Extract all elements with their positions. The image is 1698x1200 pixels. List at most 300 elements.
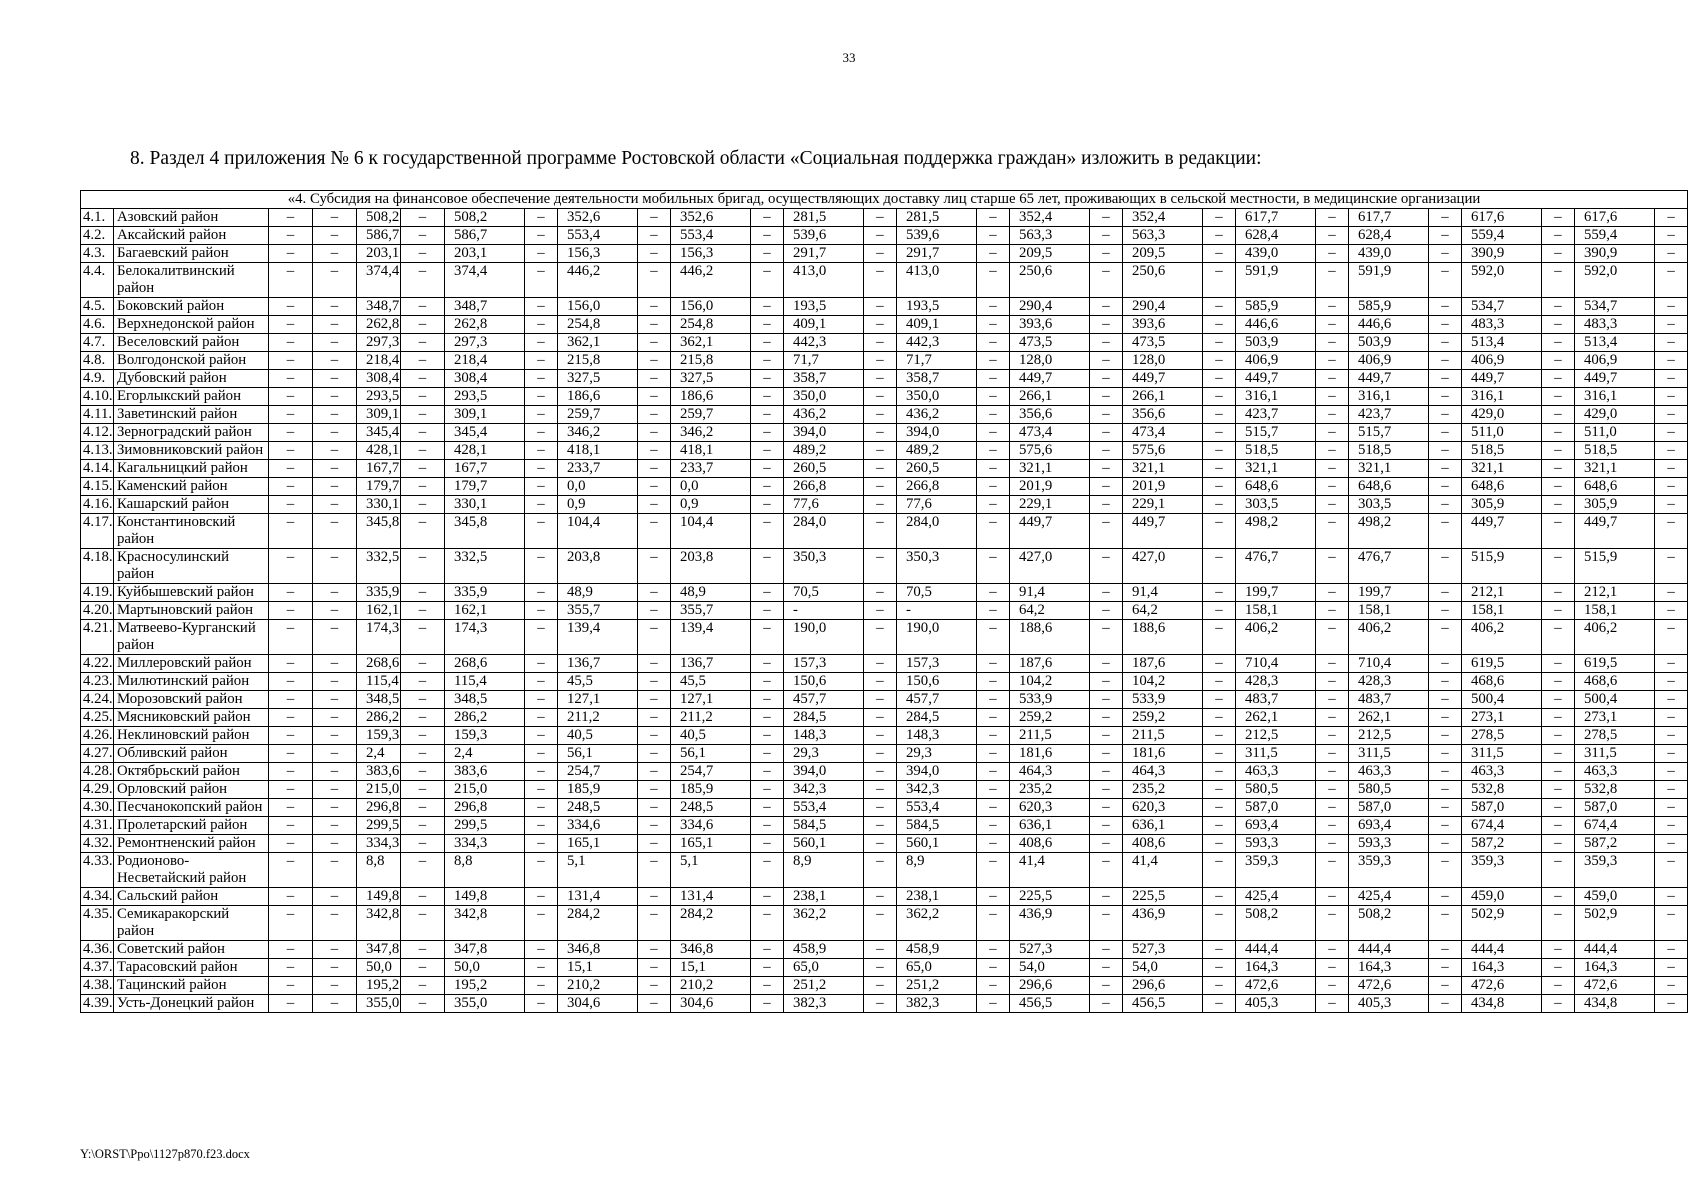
dash-cell: – [751,549,784,584]
table-caption: «4. Субсидия на финансовое обеспечение деятельности мобильных бригад, осуществляющих доставку лиц старше 65 лет, проживающих в сельской местности, в медицинские организации [81,191,1688,209]
value-cell: 358,7 [784,370,864,388]
dash-cell: – [638,245,671,263]
value-cell: 352,4 [1123,209,1203,227]
value-cell: 187,6 [1010,655,1090,673]
dash-cell: – [313,941,357,959]
district-name: Орловский район [114,781,269,799]
value-cell: 428,1 [357,442,401,460]
value-cell: 278,5 [1575,727,1655,745]
value-cell: 29,3 [897,745,977,763]
dash-cell: – [638,388,671,406]
value-cell: 284,2 [558,906,638,941]
dash-cell: – [313,263,357,298]
dash-cell: – [525,460,558,478]
dash-cell: – [1655,620,1688,655]
value-cell: 498,2 [1236,514,1316,549]
value-cell: 233,7 [671,460,751,478]
dash-cell: – [1090,496,1123,514]
value-cell: 592,0 [1462,263,1542,298]
dash-cell: – [1655,245,1688,263]
dash-cell: – [1316,977,1349,995]
value-cell: 413,0 [784,263,864,298]
value-cell: 394,0 [784,424,864,442]
value-cell: 502,9 [1462,906,1542,941]
dash-cell: – [977,817,1010,835]
dash-cell: – [751,888,784,906]
dash-cell: – [1203,673,1236,691]
value-cell: 195,2 [445,977,525,995]
dash-cell: – [864,799,897,817]
value-cell: 311,5 [1349,745,1429,763]
value-cell: 181,6 [1123,745,1203,763]
table-row [81,941,1688,959]
value-cell: 281,5 [784,209,864,227]
value-cell: 518,5 [1349,442,1429,460]
value-cell: 383,6 [445,763,525,781]
value-cell: 511,0 [1462,424,1542,442]
value-cell: 268,6 [445,655,525,673]
value-cell: 149,8 [445,888,525,906]
value-cell: 442,3 [897,334,977,352]
dash-cell: – [638,959,671,977]
value-cell: 444,4 [1462,941,1542,959]
dash-cell: – [638,442,671,460]
value-cell: 472,6 [1462,977,1542,995]
dash-cell: – [977,370,1010,388]
dash-cell: – [1542,334,1575,352]
value-cell: 619,5 [1575,655,1655,673]
dash-cell: – [1090,245,1123,263]
dash-cell: – [1429,245,1462,263]
table-row [81,745,1688,763]
dash-cell: – [525,388,558,406]
value-cell: 355,0 [357,995,401,1013]
dash-cell: – [269,370,313,388]
value-cell: 291,7 [897,245,977,263]
row-code: 4.7. [81,334,114,352]
value-cell: 473,5 [1123,334,1203,352]
dash-cell: – [638,352,671,370]
dash-cell: – [1203,388,1236,406]
value-cell: 619,5 [1462,655,1542,673]
value-cell: 29,3 [784,745,864,763]
value-cell: 45,5 [671,673,751,691]
dash-cell: – [1655,496,1688,514]
value-cell: 518,5 [1462,442,1542,460]
value-cell: 383,6 [357,763,401,781]
value-cell: 71,7 [897,352,977,370]
value-cell: 444,4 [1236,941,1316,959]
dash-cell: – [1090,995,1123,1013]
value-cell: 211,5 [1010,727,1090,745]
value-cell: 508,2 [445,209,525,227]
dash-cell: – [1429,263,1462,298]
dash-cell: – [977,691,1010,709]
dash-cell: – [1429,388,1462,406]
value-cell: 8,8 [357,853,401,888]
dash-cell: – [864,263,897,298]
value-cell: 468,6 [1575,673,1655,691]
value-cell: 162,1 [357,602,401,620]
dash-cell: – [269,298,313,316]
dash-cell: – [977,781,1010,799]
value-cell: 156,3 [671,245,751,263]
table-row [81,799,1688,817]
dash-cell: – [525,584,558,602]
dash-cell: – [1429,460,1462,478]
dash-cell: – [1203,584,1236,602]
value-cell: 587,0 [1236,799,1316,817]
value-cell: 346,8 [671,941,751,959]
dash-cell: – [1090,709,1123,727]
dash-cell: – [1090,977,1123,995]
dash-cell: – [525,853,558,888]
dash-cell: – [638,460,671,478]
dash-cell: – [1429,602,1462,620]
value-cell: 648,6 [1575,478,1655,496]
value-cell: 91,4 [1010,584,1090,602]
value-cell: 262,1 [1349,709,1429,727]
dash-cell: – [1655,388,1688,406]
dash-cell: – [977,352,1010,370]
dash-cell: – [269,673,313,691]
dash-cell: – [269,478,313,496]
value-cell: 518,5 [1236,442,1316,460]
value-cell: 533,9 [1123,691,1203,709]
dash-cell: – [1203,727,1236,745]
dash-cell: – [977,727,1010,745]
value-cell: 473,5 [1010,334,1090,352]
dash-cell: – [1090,959,1123,977]
value-cell: 259,2 [1010,709,1090,727]
dash-cell: – [1542,227,1575,245]
value-cell: 321,1 [1010,460,1090,478]
dash-cell: – [313,853,357,888]
row-code: 4.33. [81,853,114,888]
dash-cell: – [1542,388,1575,406]
value-cell: 617,7 [1236,209,1316,227]
dash-cell: – [525,799,558,817]
value-cell: 139,4 [558,620,638,655]
dash-cell: – [269,442,313,460]
dash-cell: – [977,853,1010,888]
dash-cell: – [313,549,357,584]
dash-cell: – [1316,817,1349,835]
value-cell: 193,5 [784,298,864,316]
dash-cell: – [864,906,897,941]
value-cell: 334,3 [445,835,525,853]
value-cell: 296,6 [1010,977,1090,995]
value-cell: 352,4 [1010,209,1090,227]
dash-cell: – [1429,406,1462,424]
dash-cell: – [525,602,558,620]
dash-cell: – [864,691,897,709]
dash-cell: – [1316,263,1349,298]
dash-cell: – [269,817,313,835]
row-code: 4.17. [81,514,114,549]
value-cell: 50,0 [445,959,525,977]
dash-cell: – [401,906,445,941]
dash-cell: – [313,298,357,316]
dash-cell: – [977,424,1010,442]
value-cell: 527,3 [1010,941,1090,959]
row-code: 4.8. [81,352,114,370]
value-cell: 584,5 [897,817,977,835]
dash-cell: – [638,709,671,727]
value-cell: 418,1 [558,442,638,460]
value-cell: 296,8 [445,799,525,817]
dash-cell: – [638,370,671,388]
dash-cell: – [751,424,784,442]
dash-cell: – [401,298,445,316]
value-cell: 65,0 [897,959,977,977]
value-cell: 446,6 [1236,316,1316,334]
value-cell: 513,4 [1462,334,1542,352]
dash-cell: – [1090,941,1123,959]
dash-cell: – [1316,835,1349,853]
dash-cell: – [313,763,357,781]
value-cell: 195,2 [357,977,401,995]
district-name: Мясниковский район [114,709,269,727]
value-cell: 362,2 [897,906,977,941]
dash-cell: – [1655,227,1688,245]
value-cell: 304,6 [558,995,638,1013]
dash-cell: – [864,727,897,745]
dash-cell: – [1203,370,1236,388]
value-cell: 449,7 [1123,370,1203,388]
value-cell: 406,2 [1575,620,1655,655]
value-cell: 190,0 [897,620,977,655]
table-row [81,460,1688,478]
dash-cell: – [1090,406,1123,424]
dash-cell: – [638,209,671,227]
row-code: 4.23. [81,673,114,691]
document-heading: 8. Раздел 4 приложения № 6 к государственной программе Ростовской области «Социальная поддержка граждан» изложить в редакции: [130,148,1262,169]
dash-cell: – [1655,655,1688,673]
value-cell: 284,0 [784,514,864,549]
dash-cell: – [751,514,784,549]
dash-cell: – [864,977,897,995]
value-cell: 139,4 [671,620,751,655]
dash-cell: – [1655,370,1688,388]
value-cell: 534,7 [1462,298,1542,316]
dash-cell: – [269,941,313,959]
dash-cell: – [525,478,558,496]
dash-cell: – [864,709,897,727]
dash-cell: – [401,620,445,655]
value-cell: 584,5 [784,817,864,835]
value-cell: 559,4 [1575,227,1655,245]
value-cell: 185,9 [671,781,751,799]
dash-cell: – [638,334,671,352]
dash-cell: – [1316,655,1349,673]
dash-cell: – [751,835,784,853]
value-cell: 211,2 [671,709,751,727]
value-cell: 472,6 [1575,977,1655,995]
dash-cell: – [1203,620,1236,655]
dash-cell: – [1655,977,1688,995]
dash-cell: – [977,835,1010,853]
value-cell: 427,0 [1123,549,1203,584]
value-cell: 362,1 [558,334,638,352]
value-cell: 8,9 [897,853,977,888]
dash-cell: – [401,959,445,977]
value-cell: 8,8 [445,853,525,888]
dash-cell: – [1655,460,1688,478]
value-cell: 50,0 [357,959,401,977]
value-cell: 305,9 [1462,496,1542,514]
value-cell: 157,3 [784,655,864,673]
dash-cell: – [269,549,313,584]
value-cell: 459,0 [1575,888,1655,906]
dash-cell: – [751,316,784,334]
value-cell: 297,3 [445,334,525,352]
value-cell: 266,8 [897,478,977,496]
value-cell: 449,7 [1010,370,1090,388]
value-cell: 157,3 [897,655,977,673]
dash-cell: – [977,709,1010,727]
dash-cell: – [313,584,357,602]
value-cell: 268,6 [357,655,401,673]
dash-cell: – [1090,424,1123,442]
dash-cell: – [1429,673,1462,691]
value-cell: 374,4 [445,263,525,298]
district-name: Дубовский район [114,370,269,388]
value-cell: 179,7 [445,478,525,496]
dash-cell: – [1542,406,1575,424]
value-cell: 215,8 [558,352,638,370]
value-cell: 425,4 [1236,888,1316,906]
value-cell: 580,5 [1236,781,1316,799]
dash-cell: – [525,263,558,298]
dash-cell: – [638,227,671,245]
value-cell: 316,1 [1236,388,1316,406]
value-cell: 648,6 [1462,478,1542,496]
value-cell: 458,9 [897,941,977,959]
value-cell: 449,7 [1462,514,1542,549]
dash-cell: – [1203,460,1236,478]
dash-cell: – [1429,691,1462,709]
value-cell: 266,1 [1010,388,1090,406]
dash-cell: – [401,763,445,781]
value-cell: 518,5 [1575,442,1655,460]
dash-cell: – [1203,209,1236,227]
dash-cell: – [1090,745,1123,763]
value-cell: 167,7 [445,460,525,478]
dash-cell: – [751,817,784,835]
value-cell: 393,6 [1010,316,1090,334]
value-cell: 190,0 [784,620,864,655]
dash-cell: – [269,388,313,406]
value-cell: 215,0 [445,781,525,799]
dash-cell: – [1090,209,1123,227]
value-cell: 358,7 [897,370,977,388]
dash-cell: – [401,442,445,460]
dash-cell: – [1203,888,1236,906]
value-cell: 591,9 [1236,263,1316,298]
value-cell: 359,3 [1236,853,1316,888]
dash-cell: – [1203,691,1236,709]
row-code: 4.6. [81,316,114,334]
dash-cell: – [1090,853,1123,888]
dash-cell: – [1429,334,1462,352]
value-cell: - [784,602,864,620]
dash-cell: – [638,995,671,1013]
value-cell: 436,9 [1010,906,1090,941]
dash-cell: – [269,691,313,709]
value-cell: 211,2 [558,709,638,727]
district-name: Зерноградский район [114,424,269,442]
value-cell: 309,1 [445,406,525,424]
dash-cell: – [313,745,357,763]
value-cell: 406,2 [1349,620,1429,655]
value-cell: 187,6 [1123,655,1203,673]
dash-cell: – [1316,334,1349,352]
value-cell: 534,7 [1575,298,1655,316]
value-cell: 77,6 [784,496,864,514]
dash-cell: – [977,334,1010,352]
dash-cell: – [1203,817,1236,835]
value-cell: 164,3 [1349,959,1429,977]
value-cell: 293,5 [445,388,525,406]
value-cell: 449,7 [1462,370,1542,388]
dash-cell: – [1090,602,1123,620]
value-cell: 41,4 [1123,853,1203,888]
value-cell: 409,1 [897,316,977,334]
value-cell: 423,7 [1349,406,1429,424]
value-cell: 308,4 [445,370,525,388]
dash-cell: – [751,655,784,673]
value-cell: 693,4 [1349,817,1429,835]
value-cell: 345,8 [445,514,525,549]
value-cell: 350,3 [897,549,977,584]
dash-cell: – [1203,745,1236,763]
value-cell: 164,3 [1236,959,1316,977]
value-cell: 278,5 [1462,727,1542,745]
dash-cell: – [525,977,558,995]
dash-cell: – [525,334,558,352]
dash-cell: – [1429,514,1462,549]
value-cell: 483,7 [1236,691,1316,709]
dash-cell: – [864,442,897,460]
dash-cell: – [1655,941,1688,959]
dash-cell: – [1090,316,1123,334]
dash-cell: – [1429,888,1462,906]
row-code: 4.34. [81,888,114,906]
dash-cell: – [401,977,445,995]
value-cell: 185,9 [558,781,638,799]
dash-cell: – [1429,853,1462,888]
value-cell: 585,9 [1236,298,1316,316]
value-cell: 254,7 [671,763,751,781]
row-code: 4.38. [81,977,114,995]
dash-cell: – [401,602,445,620]
value-cell: 91,4 [1123,584,1203,602]
value-cell: 458,9 [784,941,864,959]
row-code: 4.2. [81,227,114,245]
value-cell: 586,7 [357,227,401,245]
dash-cell: – [401,352,445,370]
value-cell: 330,1 [445,496,525,514]
dash-cell: – [1203,424,1236,442]
value-cell: 508,2 [1349,906,1429,941]
dash-cell: – [751,781,784,799]
value-cell: 356,6 [1123,406,1203,424]
dash-cell: – [1542,781,1575,799]
dash-cell: – [1316,853,1349,888]
dash-cell: – [751,263,784,298]
dash-cell: – [751,478,784,496]
